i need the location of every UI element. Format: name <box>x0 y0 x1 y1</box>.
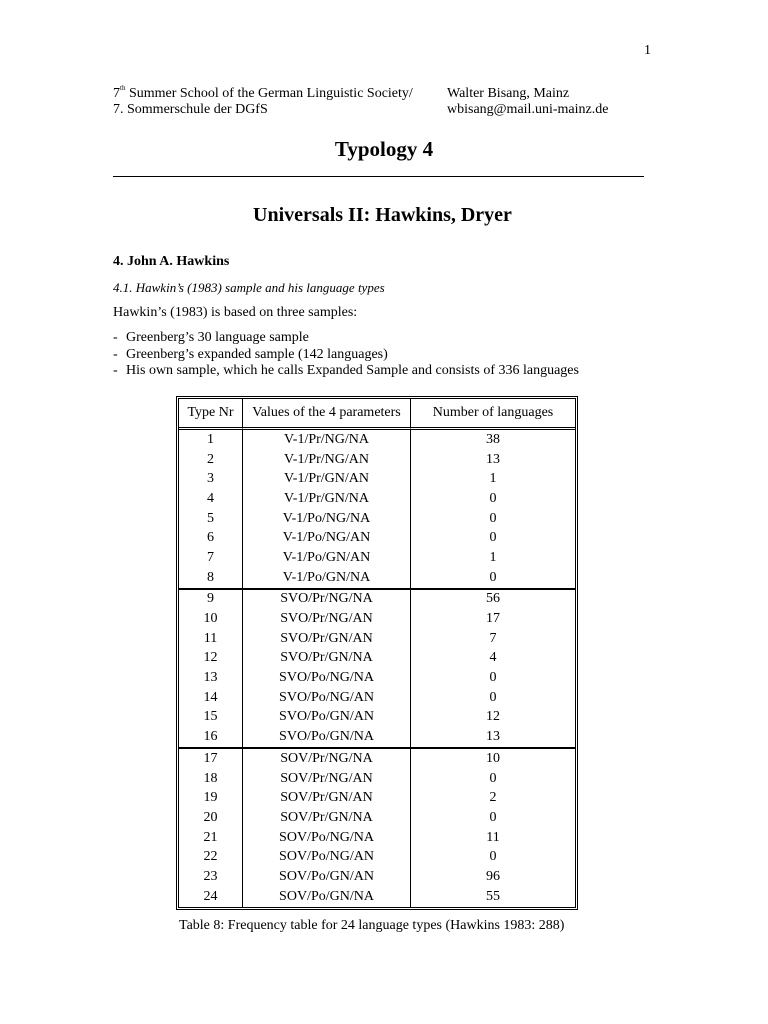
language-count-cell: 0 <box>489 770 497 786</box>
header-school-line <box>113 86 413 102</box>
table-row <box>179 867 575 887</box>
parameters-cell: SVO/Pr/GN/AN <box>243 629 411 649</box>
parameters-cell: V-1/Po/NG/NA <box>243 509 411 529</box>
type-nr-cell: 24 <box>179 887 243 907</box>
table-row <box>179 847 575 867</box>
table-caption: Table 8: Frequency table for 24 language types (Hawkins 1983: 288) <box>179 918 565 933</box>
language-count-cell: 1 <box>489 471 497 487</box>
table-row <box>179 450 575 470</box>
type-nr-cell: 1 <box>179 430 243 450</box>
document-subtitle: Universals II: Hawkins, Dryer <box>253 204 512 226</box>
table-row <box>179 749 575 769</box>
table-row <box>179 727 575 749</box>
table-row <box>179 568 575 590</box>
header-school-name: Summer School of the German Linguistic Society/ <box>125 86 413 101</box>
sample-list <box>113 330 579 380</box>
type-nr-cell: 10 <box>179 609 243 629</box>
language-count-cell: 0 <box>489 849 497 865</box>
table-row <box>179 808 575 828</box>
type-nr-cell: 21 <box>179 828 243 848</box>
parameters-cell: SVO/Pr/GN/NA <box>243 649 411 669</box>
parameters-cell: SOV/Po/GN/AN <box>243 867 411 887</box>
language-count-cell: 56 <box>486 591 500 607</box>
header-school-line-2: 7. Sommerschule der DGfS <box>113 102 268 117</box>
title-rule <box>113 176 644 177</box>
language-count-cell: 0 <box>489 670 497 686</box>
parameters-cell: V-1/Pr/NG/NA <box>243 430 411 450</box>
parameters-cell: SOV/Po/NG/NA <box>243 828 411 848</box>
table-row <box>179 629 575 649</box>
type-nr-cell: 19 <box>179 788 243 808</box>
parameters-cell: V-1/Po/GN/NA <box>243 568 411 590</box>
type-nr-cell: 11 <box>179 629 243 649</box>
list-item: - Greenberg’s expanded sample (142 languages) <box>113 346 388 362</box>
column-header-type: Type Nr <box>179 399 243 430</box>
language-count-cell: 0 <box>489 530 497 546</box>
parameters-cell: SVO/Po/GN/NA <box>243 727 411 749</box>
table-row <box>179 528 575 548</box>
type-nr-cell: 23 <box>179 867 243 887</box>
header-email: wbisang@mail.uni-mainz.de <box>447 102 609 117</box>
table-row <box>179 649 575 669</box>
page-number: 1 <box>644 43 651 58</box>
table-header-row <box>179 399 575 430</box>
type-nr-cell: 17 <box>179 749 243 769</box>
language-count-cell: 0 <box>489 809 497 825</box>
language-count-cell: 1 <box>489 549 497 565</box>
table-row <box>179 548 575 568</box>
language-count-cell: 0 <box>489 510 497 526</box>
language-count-cell: 38 <box>486 431 500 447</box>
language-count-cell: 7 <box>489 630 497 646</box>
type-nr-cell: 9 <box>179 590 243 610</box>
table-row <box>179 887 575 907</box>
language-count-cell: 55 <box>486 888 500 904</box>
language-count-cell: 13 <box>411 727 575 749</box>
header-ordinal: 7 <box>113 86 120 101</box>
table-row <box>179 489 575 509</box>
parameters-cell: V-1/Pr/GN/NA <box>243 489 411 509</box>
type-nr-cell: 16 <box>179 727 243 749</box>
language-count-cell: 13 <box>486 451 500 467</box>
parameters-cell: SVO/Po/GN/AN <box>243 708 411 728</box>
type-nr-cell: 8 <box>179 568 243 590</box>
column-header-count: Number of languages <box>411 399 575 430</box>
language-count-cell: 96 <box>486 868 500 884</box>
parameters-cell: SOV/Po/GN/NA <box>243 887 411 907</box>
language-count-cell: 12 <box>486 709 500 725</box>
type-nr-cell: 18 <box>179 769 243 789</box>
column-header-values: Values of the 4 parameters <box>243 399 411 430</box>
language-count-cell: 0 <box>489 689 497 705</box>
table-body <box>179 430 575 907</box>
subsection-heading: 4.1. Hawkin’s (1983) sample and his language types <box>113 280 385 295</box>
parameters-cell: V-1/Po/NG/AN <box>243 528 411 548</box>
type-nr-cell: 14 <box>179 688 243 708</box>
type-nr-cell: 22 <box>179 847 243 867</box>
list-item: - Greenberg’s 30 language sample <box>113 330 309 345</box>
table-row <box>179 769 575 789</box>
type-nr-cell: 20 <box>179 808 243 828</box>
type-nr-cell: 3 <box>179 469 243 489</box>
parameters-cell: SOV/Pr/NG/AN <box>243 769 411 789</box>
table-row <box>179 430 575 450</box>
type-nr-cell: 7 <box>179 548 243 568</box>
parameters-cell: SOV/Po/NG/AN <box>243 847 411 867</box>
parameters-cell: V-1/Po/GN/AN <box>243 548 411 568</box>
frequency-table-wrapper <box>176 396 578 910</box>
table-row <box>179 668 575 688</box>
type-nr-cell: 5 <box>179 509 243 529</box>
section-heading: 4. John A. Hawkins <box>113 254 230 269</box>
list-item: - His own sample, which he calls Expanded Sample and consists of 336 languages <box>113 363 579 378</box>
type-nr-cell: 13 <box>179 668 243 688</box>
language-count-cell: 11 <box>486 829 500 845</box>
parameters-cell: V-1/Pr/NG/AN <box>243 450 411 470</box>
table-row <box>179 509 575 529</box>
type-nr-cell: 12 <box>179 649 243 669</box>
parameters-cell: V-1/Pr/GN/AN <box>243 469 411 489</box>
table-row <box>179 590 575 610</box>
type-nr-cell: 6 <box>179 528 243 548</box>
parameters-cell: SVO/Pr/NG/NA <box>243 590 411 610</box>
language-count-cell: 17 <box>486 611 500 627</box>
parameters-cell: SOV/Pr/NG/NA <box>243 749 411 769</box>
table-row <box>179 788 575 808</box>
table-row <box>179 688 575 708</box>
type-nr-cell: 4 <box>179 489 243 509</box>
language-count-cell: 0 <box>489 490 497 506</box>
intro-paragraph: Hawkin’s (1983) is based on three samples: <box>113 305 358 320</box>
parameters-cell: SOV/Pr/GN/NA <box>243 808 411 828</box>
type-nr-cell: 15 <box>179 708 243 728</box>
table-row <box>179 469 575 489</box>
header-author: Walter Bisang, Mainz <box>447 86 570 101</box>
language-count-cell: 2 <box>489 790 497 806</box>
parameters-cell: SVO/Pr/NG/AN <box>243 609 411 629</box>
type-nr-cell: 2 <box>179 450 243 470</box>
table-row <box>179 708 575 728</box>
parameters-cell: SOV/Pr/GN/AN <box>243 788 411 808</box>
parameters-cell: SVO/Po/NG/AN <box>243 688 411 708</box>
frequency-table <box>176 396 578 910</box>
table-row <box>179 828 575 848</box>
parameters-cell: SVO/Po/NG/NA <box>243 668 411 688</box>
header-ordinal-suffix: th <box>120 84 126 92</box>
document-title: Typology 4 <box>334 137 434 161</box>
language-count-cell: 4 <box>489 650 497 666</box>
table-row <box>179 609 575 629</box>
language-count-cell: 0 <box>411 568 575 590</box>
language-count-cell: 10 <box>486 750 500 766</box>
